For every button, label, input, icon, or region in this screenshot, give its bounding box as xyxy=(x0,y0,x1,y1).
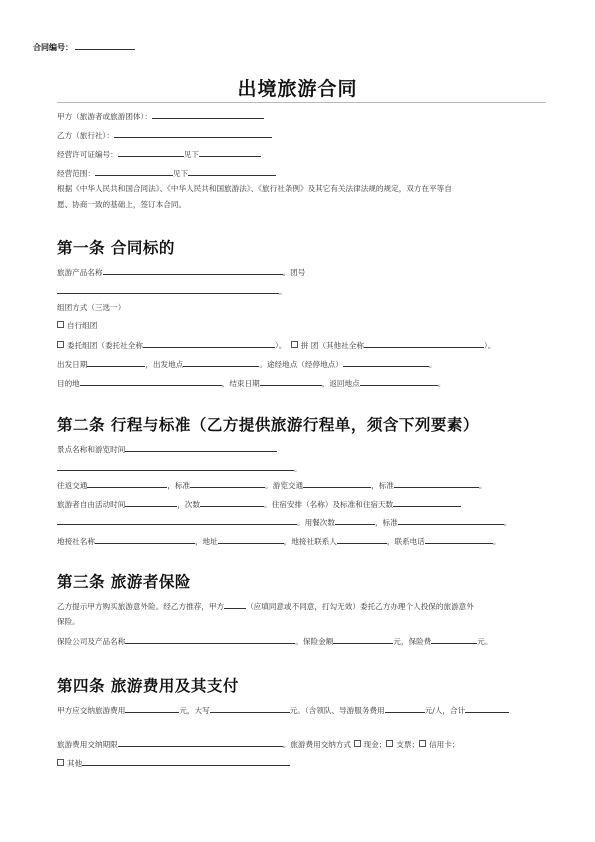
consent-blank[interactable] xyxy=(224,600,246,609)
scope-blank-b[interactable] xyxy=(188,167,276,176)
checkbox-entrust-org[interactable] xyxy=(57,341,64,348)
license-line xyxy=(57,148,261,160)
tour-transport-blank[interactable] xyxy=(303,479,371,488)
local-agency-line xyxy=(57,535,500,547)
entrust-agency-blank[interactable] xyxy=(143,339,275,348)
round-trip-transport-label: 往返交通 xyxy=(57,481,88,490)
free-time-blank[interactable] xyxy=(125,498,177,507)
joint-agency-blank[interactable] xyxy=(364,339,484,348)
option-self-label: 自行组团 xyxy=(67,321,98,330)
return-place-blank[interactable] xyxy=(360,377,438,386)
free-time-line xyxy=(57,498,461,510)
close-paren: ）。 xyxy=(274,341,287,350)
period: 。 xyxy=(428,360,437,369)
fee-words-label: 元，大写 xyxy=(179,706,210,715)
insurance-company-blank[interactable] xyxy=(125,635,295,644)
page-title: 出境旅游合同 xyxy=(237,78,358,100)
times-label: ，次数 xyxy=(177,500,201,509)
lodging-label: 。住宿安排（名称）及标准和住宿天数 xyxy=(264,500,394,509)
contract-number-field[interactable] xyxy=(33,41,135,53)
via-label: 。途经地点（经停地点） xyxy=(259,360,343,369)
scope-label: 经营范围： xyxy=(57,169,95,178)
check-label: 支票； xyxy=(396,740,420,749)
period: 。 xyxy=(503,518,512,527)
org-option-entrust xyxy=(57,339,495,351)
party-b-label: 乙方（旅行社）： xyxy=(57,131,114,140)
option-joint-label: 拼 团（其他社全称 xyxy=(300,341,364,350)
party-b-line xyxy=(57,129,272,141)
spots-blank-2[interactable] xyxy=(57,462,294,471)
tour-standard-blank[interactable] xyxy=(394,479,479,488)
checkbox-joint-org[interactable] xyxy=(291,341,298,348)
local-contact-blank[interactable] xyxy=(337,535,387,544)
preamble-line-2: 愿、协商一致的基础上，签订本合同。 xyxy=(57,200,187,209)
meals-blank[interactable] xyxy=(335,516,375,525)
preamble-line-1: 根据《中华人民共和国合同法》、《中华人民共和国旅游法》、《旅行社条例》及其它有关法律法规的规定，双方在平等自 xyxy=(57,184,452,193)
checkbox-self-org[interactable] xyxy=(57,321,64,328)
premium-label: 元，保险费 xyxy=(393,637,432,646)
article-2-heading: 第二条 行程与标准（乙方提供旅游行程单，须含下列要素） xyxy=(57,416,479,434)
insurance-amount-label: 。保险金额 xyxy=(295,637,334,646)
spots-line-2 xyxy=(57,462,302,474)
total-label: 元/人，合计 xyxy=(424,706,466,715)
total-blank[interactable] xyxy=(465,704,509,713)
via-blank[interactable] xyxy=(343,358,429,367)
phone-blank[interactable] xyxy=(425,535,493,544)
org-option-self[interactable] xyxy=(57,320,97,331)
transport-standard-label: ，标准 xyxy=(167,481,191,490)
tour-transport-label: 。游览交通 xyxy=(265,481,304,490)
period: 。 xyxy=(294,464,302,473)
fee-line xyxy=(57,704,509,716)
payment-deadline-line xyxy=(57,738,459,750)
transport-standard-blank[interactable] xyxy=(190,479,265,488)
party-b-blank[interactable] xyxy=(114,129,272,138)
insurance-prompt-text: 乙方提示甲方购买旅游意外险。经乙方推荐，甲方 xyxy=(57,602,225,611)
license-blank-b[interactable] xyxy=(199,148,261,157)
premium-blank[interactable] xyxy=(431,635,477,644)
party-a-line xyxy=(57,110,264,122)
meals-standard-label: ，标准 xyxy=(374,518,398,527)
contract-number-label: 合同编号： xyxy=(33,43,73,52)
checkbox-cash[interactable] xyxy=(354,740,361,747)
contract-number-blank[interactable] xyxy=(75,41,135,50)
scope-line xyxy=(57,167,276,179)
group-number-label: 。团号 xyxy=(282,268,306,277)
product-blank[interactable] xyxy=(103,266,283,275)
destination-label: 目的地 xyxy=(57,379,80,388)
fee-label: 甲方应交纳旅游费用 xyxy=(57,706,126,715)
org-method-label: 组团方式（三选一） xyxy=(57,303,126,312)
scope-blank-a[interactable] xyxy=(95,167,173,176)
depart-date-label: 出发日期 xyxy=(57,360,88,369)
insurance-line-2: 保险。 xyxy=(57,617,80,626)
card-label: 信用卡； xyxy=(429,740,460,749)
license-see-text: 见下 xyxy=(183,150,199,159)
spots-line xyxy=(57,443,277,455)
local-agency-blank[interactable] xyxy=(95,535,195,544)
destination-line xyxy=(57,377,445,389)
group-number-line xyxy=(57,285,287,297)
title-divider xyxy=(57,102,546,103)
end-date-blank[interactable] xyxy=(260,377,322,386)
spots-blank[interactable] xyxy=(125,443,277,452)
end-date-label: ，结束日期 xyxy=(221,379,260,388)
insurance-company-label: 保险公司及产品名称 xyxy=(57,637,126,646)
meals-label: 。用餐次数 xyxy=(297,518,335,527)
other-blank[interactable] xyxy=(82,757,290,766)
product-label: 旅游产品名称 xyxy=(57,268,103,277)
local-agency-label: 地接社名称 xyxy=(57,537,95,546)
period: 。 xyxy=(437,379,446,388)
lodging-blank-2[interactable] xyxy=(57,516,297,525)
tour-standard-label: ，标准 xyxy=(371,481,394,490)
checkbox-card[interactable] xyxy=(419,740,426,747)
yuan-suffix: 元。 xyxy=(477,637,493,646)
return-place-label: ，返回地点 xyxy=(321,379,360,388)
payment-method-label: 。旅游费用交纳方式 xyxy=(282,740,352,749)
period: 。 xyxy=(279,287,287,296)
guide-fee-label: 元。（含领队、导游服务费用 xyxy=(289,706,385,715)
payment-other-line xyxy=(57,757,290,769)
checkbox-check[interactable] xyxy=(386,740,393,747)
article-4-heading: 第四条 旅游费用及其支付 xyxy=(57,677,239,695)
phone-label: ，联系电话 xyxy=(386,537,425,546)
party-a-blank[interactable] xyxy=(152,110,264,119)
group-number-blank[interactable] xyxy=(57,285,279,294)
cash-label: 现金； xyxy=(363,740,387,749)
other-label: 其他 xyxy=(67,759,83,768)
meals-line xyxy=(57,516,511,528)
party-a-label: 甲方（旅游者或旅游团体）： xyxy=(57,112,152,121)
address-blank[interactable] xyxy=(218,535,284,544)
insurance-company-line xyxy=(57,635,492,647)
transport-line xyxy=(57,479,487,491)
meals-standard-blank[interactable] xyxy=(398,516,504,525)
option-entrust-label: 委托组团（委托社全称 xyxy=(67,341,143,350)
license-label: 经营许可证编号： xyxy=(57,150,118,159)
transport-blank[interactable] xyxy=(87,479,167,488)
spots-label: 景点名称和游览时间 xyxy=(57,445,126,454)
depart-place-blank[interactable] xyxy=(183,358,259,367)
insurance-consent-text: （应填同意或不同意，打勾无效）委托乙方办理个人投保的旅游意外 xyxy=(246,602,474,611)
free-time-label: 旅游者自由活动时间 xyxy=(57,500,126,509)
article-1-heading: 第一条 合同标的 xyxy=(57,239,175,257)
guide-fee-blank[interactable] xyxy=(385,704,425,713)
fee-blank[interactable] xyxy=(125,704,179,713)
depart-date-blank[interactable] xyxy=(87,358,145,367)
scope-see-text: 见下 xyxy=(172,169,189,178)
period: 。 xyxy=(478,481,487,490)
insurance-amount-blank[interactable] xyxy=(333,635,393,644)
product-line xyxy=(57,266,305,278)
insurance-line-1 xyxy=(57,600,474,612)
times-blank[interactable] xyxy=(200,498,264,507)
license-blank-a[interactable] xyxy=(118,148,184,157)
address-label: ，地址 xyxy=(194,537,218,546)
deadline-blank[interactable] xyxy=(118,738,283,747)
lodging-blank[interactable] xyxy=(393,498,461,507)
close-paren: ）。 xyxy=(483,341,496,350)
checkbox-other[interactable] xyxy=(57,759,64,766)
departure-line xyxy=(57,358,436,370)
fee-words-blank[interactable] xyxy=(210,704,290,713)
local-contact-label: ，地接社联系人 xyxy=(283,537,337,546)
article-3-heading: 第三条 旅游者保险 xyxy=(57,573,191,591)
destination-blank[interactable] xyxy=(80,377,222,386)
deadline-label: 旅游费用交纳期限 xyxy=(57,740,118,749)
period: 。 xyxy=(492,537,501,546)
depart-place-label: ，出发地点 xyxy=(145,360,184,369)
